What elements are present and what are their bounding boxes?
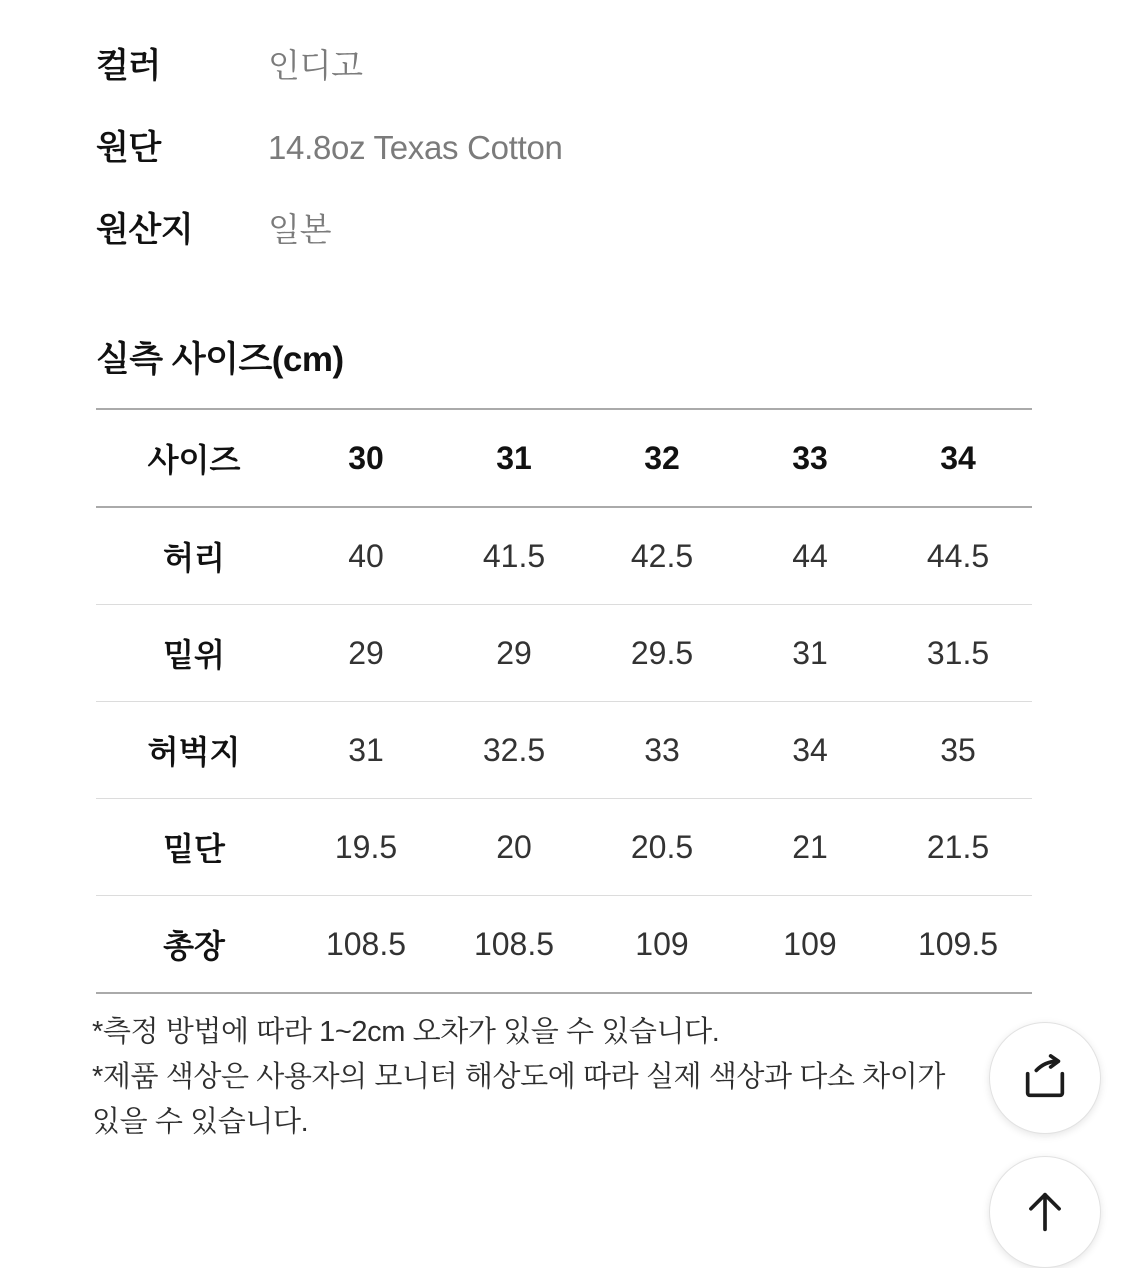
table-cell: 109.5 [917,925,999,962]
spec-value-color: 인디고 [268,47,363,84]
table-cell: 32.5 [482,731,546,768]
spec-row [96,38,1036,120]
table-cell: 109 [783,925,837,962]
table-row [96,896,1032,994]
spec-label-origin: 원산지 [96,211,194,249]
table-header-cell: 31 [496,439,532,476]
table-cell: 108.5 [473,925,555,962]
table-cell: 20 [496,828,532,865]
spec-value-origin: 일본 [268,211,332,248]
table-header-cell: 32 [644,439,680,476]
table-header-cell: 34 [940,439,976,476]
spec-value-fabric: 14.8oz Texas Cotton [268,129,563,166]
arrow-up-icon [1019,1186,1071,1238]
share-icon [1019,1052,1071,1104]
spec-label-fabric: 원단 [96,129,161,167]
table-cell: 21 [792,828,828,865]
size-table-title: 실측 사이즈(cm) [96,340,344,379]
table-cell: 34 [792,731,828,768]
table-header-row [96,409,1032,507]
note-line: *측정 방법에 따라 1~2cm 오차가 있을 수 있습니다. [92,1016,720,1048]
table-cell: 108.5 [325,925,407,962]
table-cell: 33 [644,731,680,768]
table-cell: 109 [635,925,689,962]
table-row [96,702,1032,799]
table-row-label: 허벅지 [147,734,241,770]
disclaimer-notes [92,1012,1052,1148]
table-header-cell: 사이즈 [147,442,241,478]
table-header-cell: 30 [348,439,384,476]
table-row-label: 밑위 [163,637,225,673]
table-cell: 20.5 [630,828,694,865]
table-cell: 31 [348,731,384,768]
table-row-label: 허리 [163,540,225,576]
table-row [96,605,1032,702]
table-cell: 44.5 [926,537,990,574]
spec-label-color: 컬러 [96,47,161,85]
table-cell: 35 [940,731,976,768]
size-table [96,408,1032,994]
table-cell: 31 [792,634,828,671]
table-cell: 19.5 [334,828,398,865]
product-spec-list [96,38,1036,284]
table-cell: 44 [792,537,828,574]
table-cell: 29 [348,634,384,671]
table-row [96,507,1032,605]
table-cell: 29.5 [630,634,694,671]
note-line: *제품 색상은 사용자의 모니터 해상도에 따라 실제 색상과 다소 차이가 [92,1061,945,1094]
table-row [96,799,1032,896]
note-line: 있을 수 있습니다. [92,1106,309,1139]
table-cell: 41.5 [482,537,546,574]
table-cell: 21.5 [926,828,990,865]
table-cell: 40 [348,537,384,574]
spec-row [96,202,1036,284]
spec-row [96,120,1036,202]
table-header-cell: 33 [792,439,828,476]
table-row-label: 총장 [163,928,225,964]
table-cell: 31.5 [926,634,990,671]
table-cell: 42.5 [630,537,694,574]
table-cell: 29 [496,634,532,671]
table-row-label: 밑단 [163,831,225,867]
share-button[interactable] [989,1022,1101,1134]
scroll-to-top-button[interactable] [989,1156,1101,1268]
